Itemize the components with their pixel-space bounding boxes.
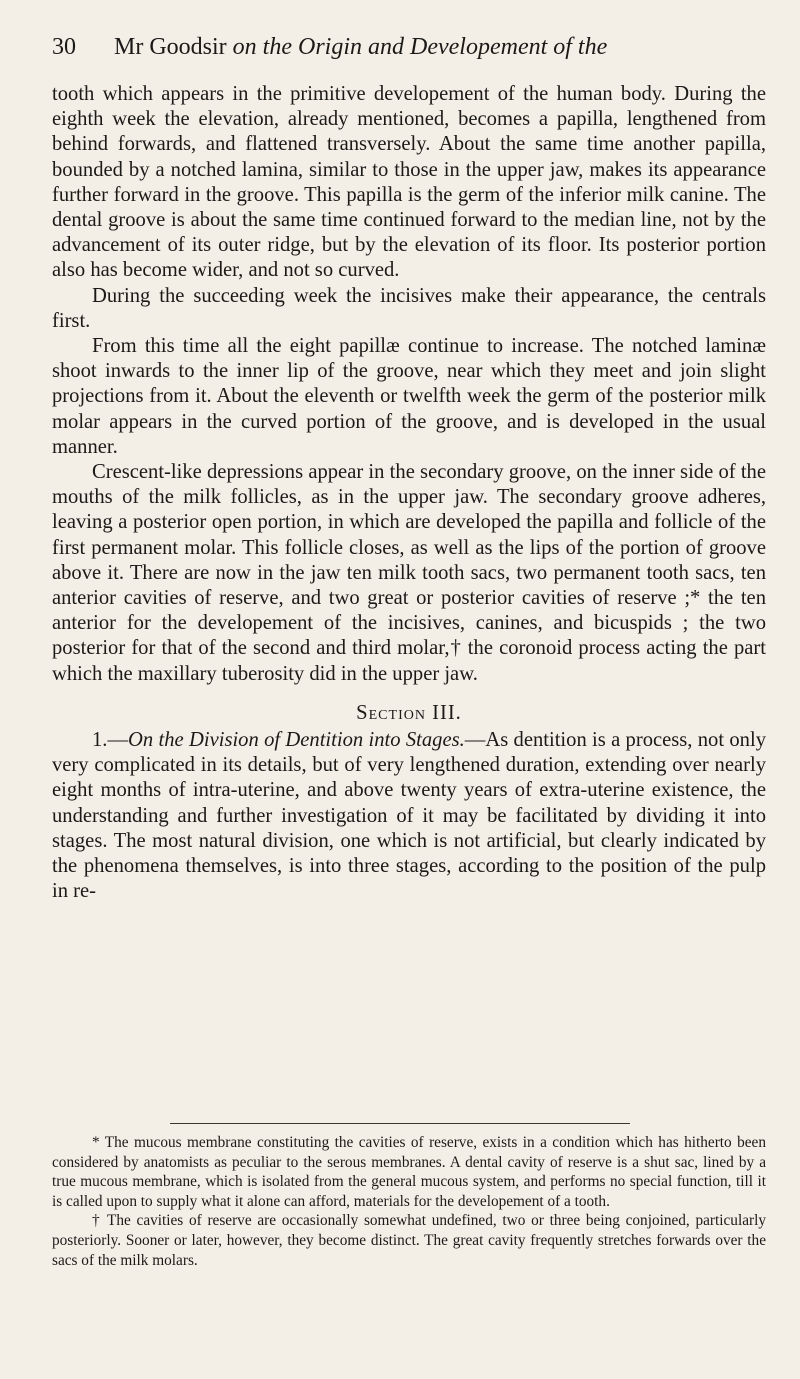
paragraph-3: From this time all the eight papillæ continue to increase. The notched laminæ shoot inwards to the inner lip of the groove, near which they meet and join slight projections from it. About the eleventh or twelfth week the germ of the posterior milk molar appears in the curved portion of the groove, and is developed in the usual manner. [52, 335, 766, 458]
paragraph-4: Crescent-like depressions appear in the secondary groove, on the inner side of the mouths of the milk follicles, as in the upper jaw. The secondary groove adheres, leaving a posterior open portion, in which are developed the papilla and follicle of the first permanent molar. This follicle closes, as well as the lips of the portion of groove above it. There are now in the jaw ten milk tooth sacs, two permanent tooth sacs, ten anterior cavities of reserve, and two great or posterior cavities of reserve ;* the ten anterior for the developement of the incisives, canines, and bicuspids ; the two posterior for that of the second and third molar,† the coronoid process acting the part which the maxillary tuberosity did in the upper jaw. [52, 461, 766, 685]
footnote-1: * The mucous membrane constituting the cavities of reserve, exists in a condition which has hitherto been considered by anatomists as peculiar to the serous membranes. A dental cavity of reserve is a shut sac, lined by a true mucous membrane, which is isolated from the general mucous system, and performs no special function, till it is called upon to supply what it alone can afford, materials for the developement of a tooth. [52, 1134, 766, 1210]
footnote-rule [170, 1123, 630, 1124]
main-text [52, 82, 766, 905]
header-title: on the Origin and Developement of the [232, 34, 608, 60]
footnote-2: † The cavities of reserve are occasionally somewhat undefined, two or three being conjoined, particularly posteriorly. Sooner or later, however, they become distinct. The great cavity frequently stretches forwards over the sacs of the milk molars. [52, 1212, 766, 1269]
paragraph-1: tooth which appears in the primitive developement of the human body. During the eighth week the elevation, already mentioned, becomes a papilla, lengthened from behind forwards, and flattened transversely. About the same time another papilla, bounded by a notched lamina, similar to those in the upper jaw, makes its appearance further forward in the groove. This papilla is the germ of the inferior milk canine. The dental groove is about the same time continued forward to the median line, not by the advancement of its outer ridge, but by the elevation of its floor. Its posterior portion also has become wider, and not so curved. [52, 83, 766, 282]
header-author: Mr Goodsir [114, 34, 227, 60]
page-number: 30 [52, 34, 76, 60]
section-heading: Section III. [356, 701, 462, 724]
footnotes [52, 1133, 766, 1270]
section-subheading: On the Division of Dentition into Stages. [128, 729, 465, 752]
section-lead: 1.— [92, 729, 129, 752]
section-text: —As dentition is a process, not only very complicated in its details, but of very lengthened duration, extending over nearly eight months of intra-uterine, and above twenty years of extra-uterine existence, the understanding and further investigation of it may be facilitated by dividing it into stages. The most natural division, one which is not artificial, but clearly indicated by the phenomena themselves, is into three stages, according to the position of the pulp in re- [52, 729, 766, 903]
paragraph-2: During the succeeding week the incisives make their appearance, the centrals first. [52, 284, 766, 332]
running-header [52, 34, 766, 70]
section-paragraph [52, 728, 766, 904]
